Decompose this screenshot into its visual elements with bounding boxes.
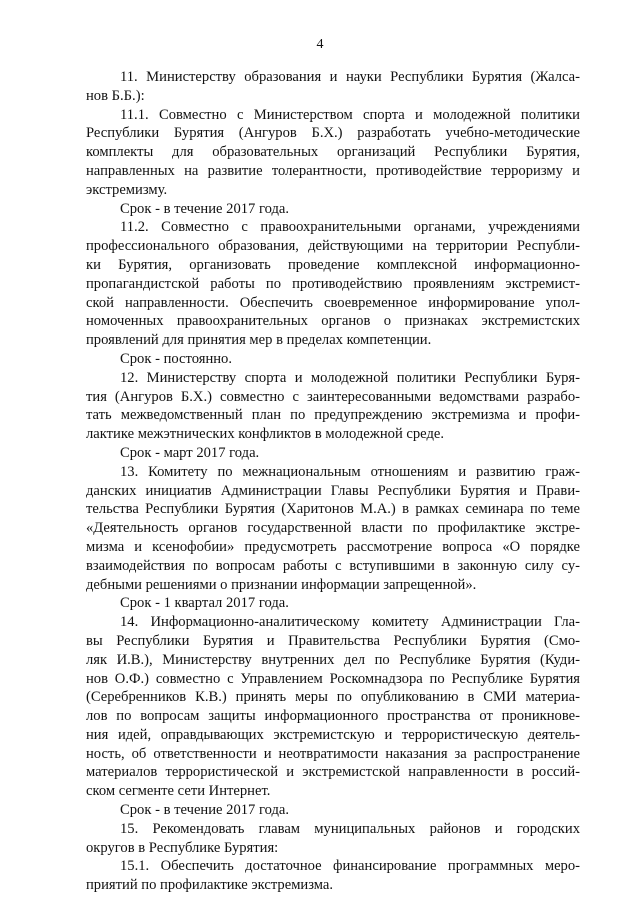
text-line: ляк И.В.), Министерству внутренних дел по Республике Бурятия (Куди-	[86, 651, 580, 668]
text-line: ской направленности. Обеспечить своевременное информирование упол-	[86, 294, 580, 311]
text-line: приятий по профилактике экстремизма.	[86, 877, 334, 894]
text-line: ность, об ответственности и неотвратимости наказания за распространение	[86, 745, 580, 762]
text-line: тия (Ангуров Б.Х.) совместно с заинтересованными ведомствами разрабо-	[86, 388, 580, 405]
text-line: ки Бурятия, организовать проведение комплексной информационно-	[86, 256, 580, 273]
text-line: Срок - 1 квартал 2017 года.	[120, 595, 289, 612]
text-line: округов в Республике Бурятия:	[86, 839, 279, 856]
text-line: 15. Рекомендовать главам муниципальных районов и городских	[120, 820, 580, 837]
text-line: 11.1. Совместно с Министерством спорта и молодежной политики	[120, 106, 580, 123]
text-line: лактике межэтнических конфликтов в молодежной среде.	[86, 426, 445, 443]
text-line: ния идей, оправдывающих экстремистскую и террористическую деятель-	[86, 726, 580, 743]
text-line: дебными решениями о признании информации запрещенной».	[86, 576, 477, 593]
text-line: 15.1. Обеспечить достаточное финансирование программных меро-	[120, 858, 580, 875]
text-line: Срок - в течение 2017 года.	[120, 802, 290, 819]
text-line: вы Республики Бурятия и Правительства Республики Бурятия (Смо-	[86, 632, 580, 649]
text-line: Срок - март 2017 года.	[120, 444, 260, 461]
text-line: ском сегменте сети Интернет.	[86, 783, 271, 800]
text-line: «Деятельность органов государственной власти по профилактике экстре-	[86, 520, 580, 537]
page-number: 4	[316, 37, 324, 52]
text-line: материалов террористической и экстремистской направленности в россий-	[86, 764, 580, 781]
text-line: мизма и ксенофобии» предусмотреть рассмотрение вопроса «О порядке	[86, 538, 580, 555]
text-line: направленных на развитие толерантности, противодействие терроризму и	[86, 162, 580, 179]
text-line: тать межведомственный план по предупреждению экстремизма и профи-	[86, 407, 580, 424]
text-line: нов О.Ф.) совместно с Управлением Роскомнадзора по Республике Бурятия	[86, 670, 580, 687]
text-line: проявлений для принятия мер в пределах компетенции.	[86, 332, 432, 349]
text-line: 14. Информационно-аналитическому комитету Администрации Гла-	[120, 614, 580, 631]
text-line: профессионального образования, действующими на территории Республи-	[86, 238, 580, 255]
text-line: лов по вопросам защиты информационного пространства от проникнове-	[86, 708, 580, 725]
document-body	[86, 68, 580, 895]
text-line: номоченных правоохранительных органов о признаках экстремистских	[86, 313, 580, 330]
text-line: (Серебренников К.В.) принять меры по опубликованию в СМИ материа-	[86, 689, 580, 706]
text-line: взаимодействия по вопросам работы с вступившими в законную силу су-	[86, 557, 580, 574]
text-line: комплекты для образовательных организаций Республики Бурятия,	[86, 144, 580, 161]
text-line: Срок - постоянно.	[120, 350, 233, 367]
text-line: 11. Министерству образования и науки Республики Бурятия (Жалса-	[120, 69, 580, 85]
text-line: 13. Комитету по межнациональным отношениям и развитию граж-	[120, 463, 580, 480]
text-line: экстремизму.	[86, 181, 168, 198]
text-line: пропагандистской работы по противодействию проявлениям экстремист-	[86, 275, 580, 292]
text-line: данских инициатив Администрации Главы Республики Бурятия и Прави-	[86, 482, 580, 499]
text-line: Срок - в течение 2017 года.	[120, 200, 290, 217]
text-line: Республики Бурятия (Ангуров Б.Х.) разработать учебно-методические	[86, 125, 580, 142]
text-line: 11.2. Совместно с правоохранительными органами, учреждениями	[120, 219, 580, 236]
text-line: нов Б.Б.):	[86, 87, 145, 104]
text-line: тельства Республики Бурятия (Харитонов М.А.) в рамках семинара по теме	[86, 501, 580, 518]
text-line: 12. Министерству спорта и молодежной политики Республики Буря-	[120, 369, 580, 386]
